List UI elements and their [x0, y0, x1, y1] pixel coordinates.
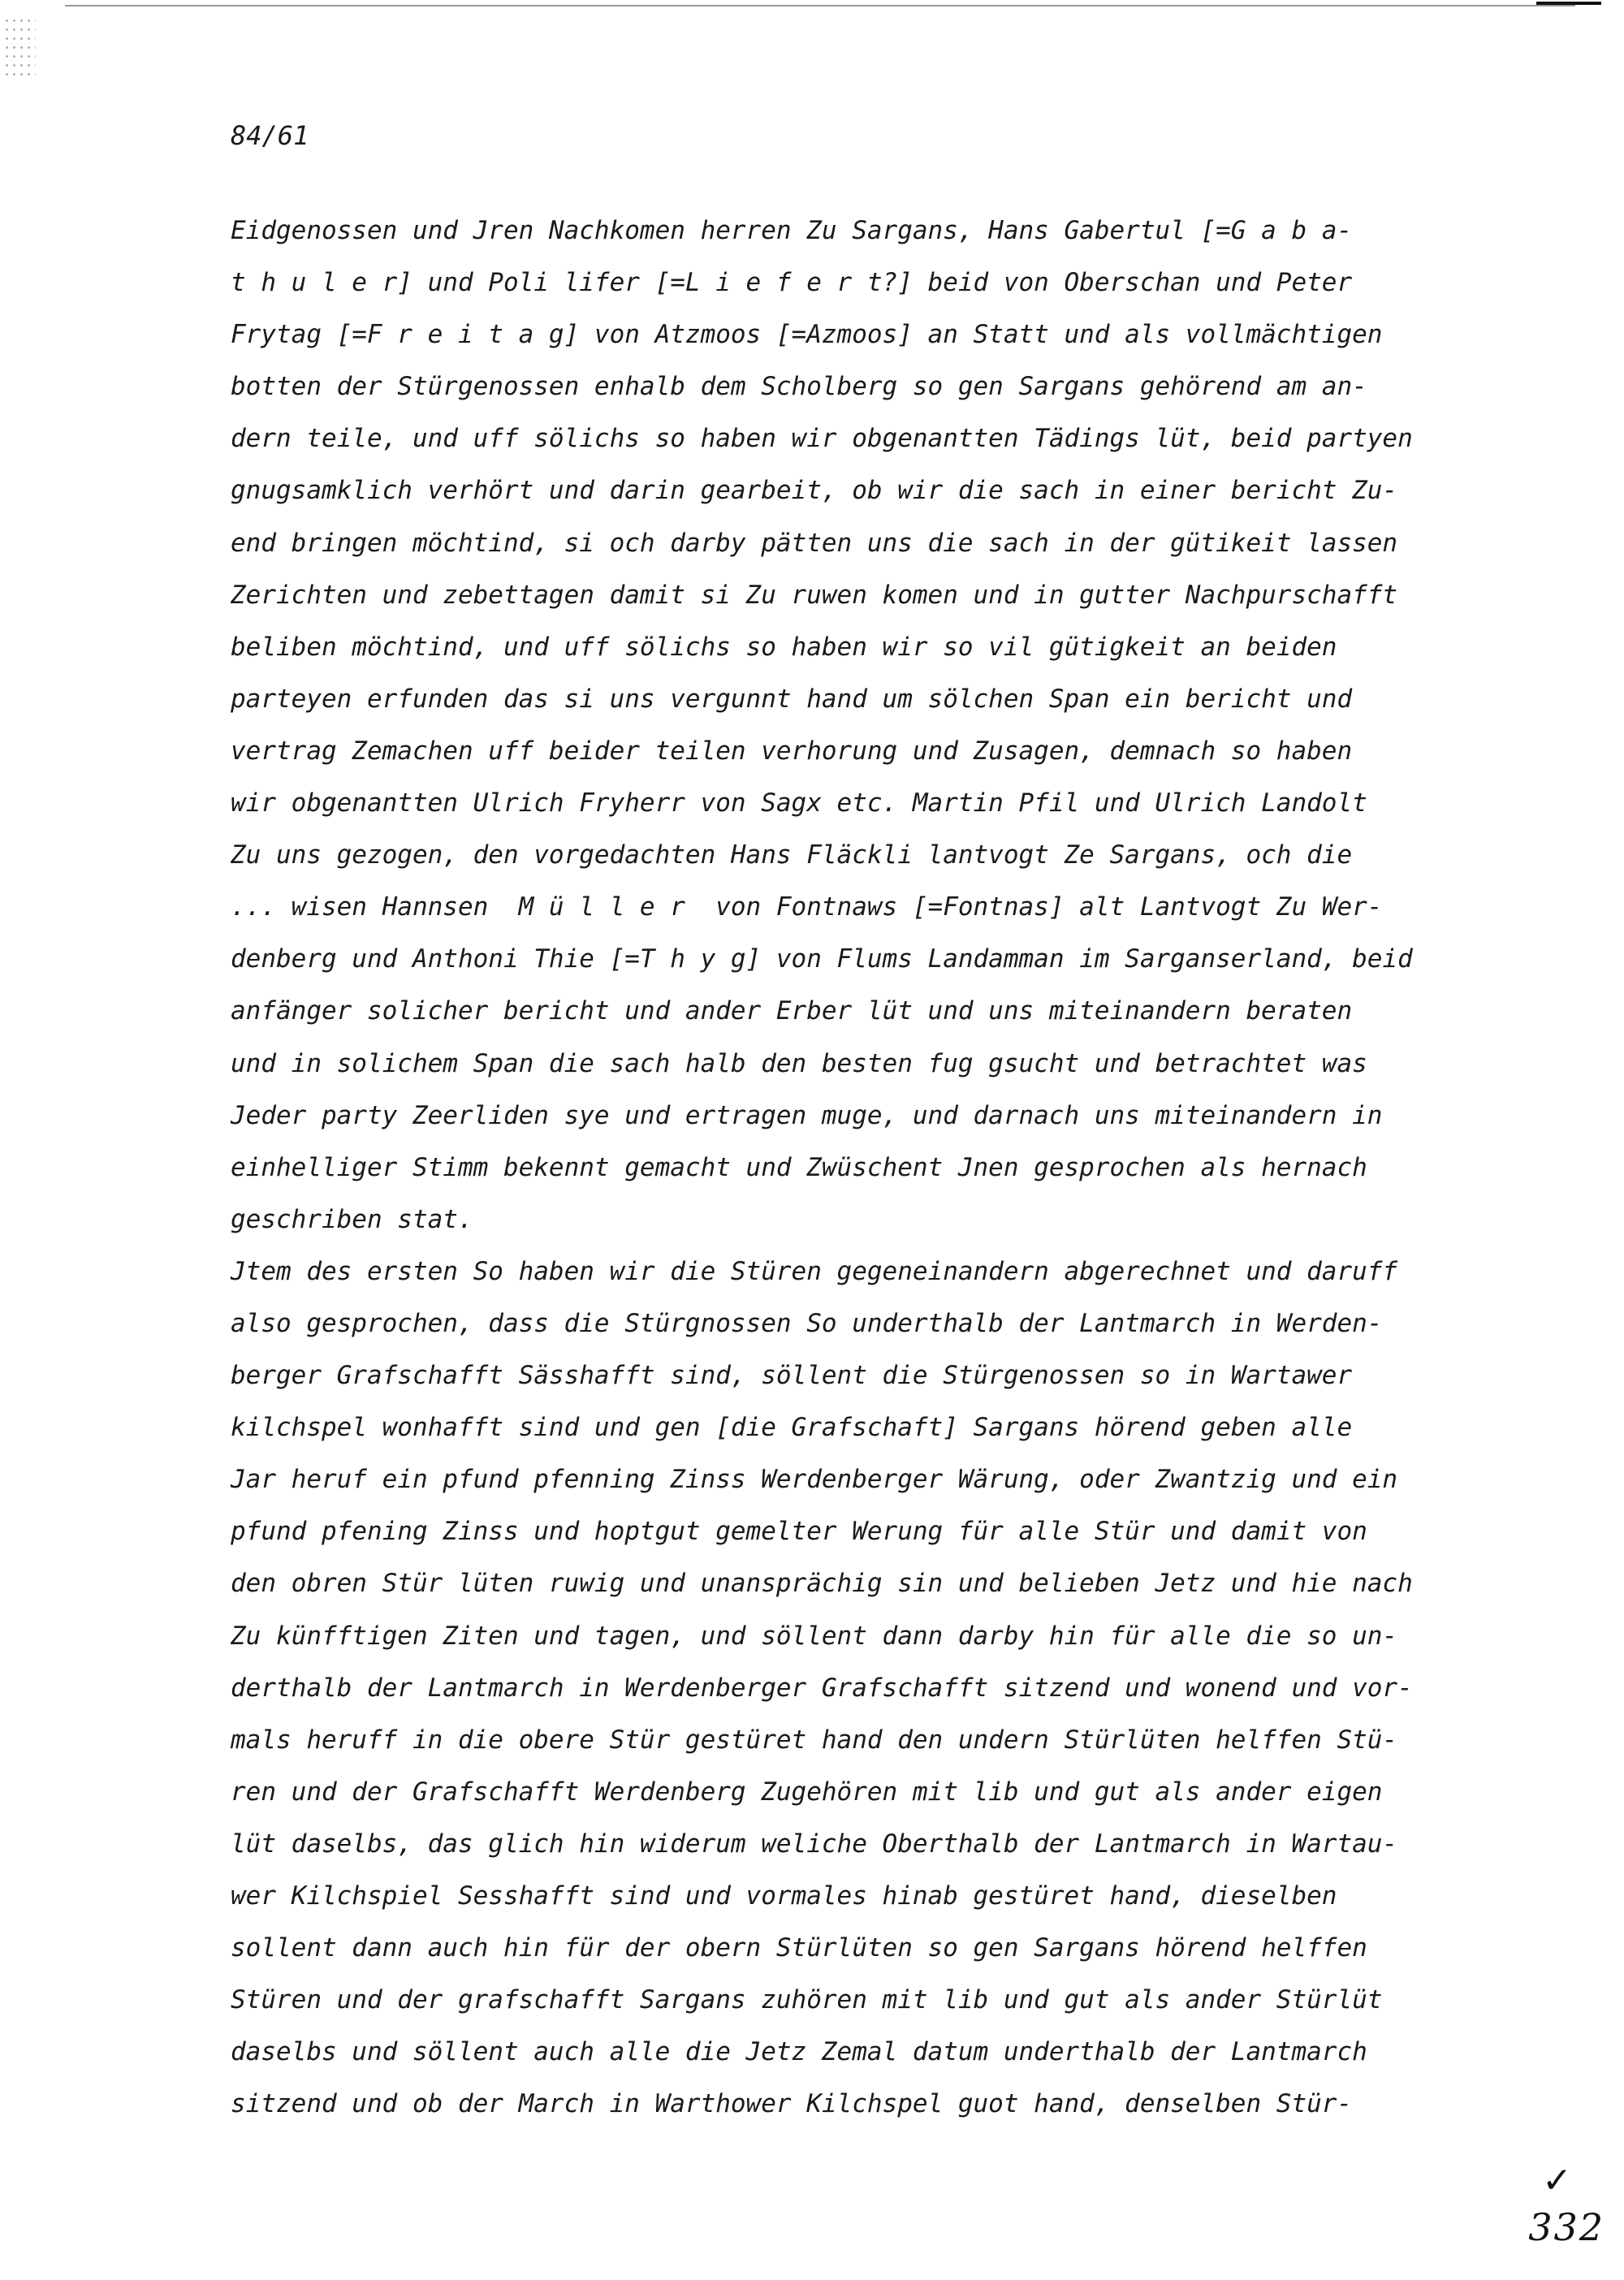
text-line: denberg und Anthoni Thie [=T h y g] von Flums Landamman im Sarganserland, beid	[231, 944, 1413, 974]
text-line: gnugsamklich verhört und darin gearbeit, ob wir die sach in einer bericht Zu-	[231, 476, 1398, 506]
text-line: berger Grafschafft Sässhafft sind, söllent die Stürgenossen so in Wartawer	[231, 1361, 1353, 1391]
archive-page-number: 332	[1528, 2205, 1605, 2249]
text-line: anfänger solicher bericht und ander Erber lüt und uns miteinandern beraten	[231, 996, 1353, 1026]
text-line: wir obgenantten Ulrich Fryherr von Sagx etc. Martin Pfil und Ulrich Landolt	[231, 788, 1367, 818]
text-line: den obren Stür lüten ruwig und unansprächig sin und belieben Jetz und hie nach	[231, 1569, 1413, 1599]
text-line: pfund pfening Zinss und hoptgut gemelter Werung für alle Stür und damit von	[231, 1517, 1367, 1547]
text-line: Jtem des ersten So haben wir die Stüren gegeneinandern abgerechnet und daruff	[231, 1256, 1398, 1286]
text-line: dern teile, und uff sölichs so haben wir obgenantten Tädings lüt, beid partyen	[231, 424, 1413, 454]
text-line: lüt daselbs, das glich hin widerum weliche Oberthalb der Lantmarch in Wartau-	[231, 1829, 1398, 1859]
text-line: daselbs und söllent auch alle die Jetz Zemal datum underthalb der Lantmarch	[231, 2037, 1367, 2067]
text-line: geschriben stat.	[231, 1204, 473, 1234]
check-mark: ✓	[1542, 2160, 1572, 2201]
text-line: mals heruff in die obere Stür gestüret hand den undern Stürlüten helffen Stü-	[231, 1725, 1398, 1755]
text-line: ... wisen Hannsen M ü l l e r von Fontnaws [=Fontnas] alt Lantvogt Zu Wer-	[231, 892, 1383, 922]
text-line: Jar heruf ein pfund pfenning Zinss Werdenberger Wärung, oder Zwantzig und ein	[231, 1465, 1398, 1495]
text-line: t h u l e r] und Poli lifer [=L i e f e r t?] beid von Oberschan und Peter	[231, 268, 1353, 298]
text-line: derthalb der Lantmarch in Werdenberger Grafschafft sitzend und wonend und vor-	[231, 1673, 1413, 1703]
text-line: und in solichem Span die sach halb den besten fug gsucht und betrachtet was	[231, 1048, 1367, 1078]
text-line: also gesprochen, dass die Stürgnossen So underthalb der Lantmarch in Werden-	[231, 1308, 1383, 1338]
text-line: wer Kilchspiel Sesshafft sind und vormales hinab gestüret hand, dieselben	[231, 1881, 1337, 1911]
text-line: end bringen möchtind, si och darby pätten uns die sach in der gütikeit lassen	[231, 528, 1398, 558]
text-line: Eidgenossen und Jren Nachkomen herren Zu Sargans, Hans Gabertul [=G a b a-	[231, 216, 1353, 245]
corner-mark	[1536, 2, 1601, 5]
text-line: Frytag [=F r e i t a g] von Atzmoos [=Azmoos] an Statt und als vollmächtigen	[231, 320, 1383, 350]
text-line: beliben möchtind, und uff sölichs so haben wir so vil gütigkeit an beiden	[231, 632, 1337, 662]
transcription-text	[231, 205, 1530, 2130]
text-line: parteyen erfunden das si uns vergunnt hand um sölchen Span ein bericht und	[231, 684, 1353, 714]
text-line: kilchspel wonhafft sind und gen [die Grafschaft] Sargans hörend geben alle	[231, 1413, 1353, 1443]
text-line: botten der Stürgenossen enhalb dem Scholberg so gen Sargans gehörend am an-	[231, 372, 1367, 402]
text-line: sitzend und ob der March in Warthower Kilchspel guot hand, denselben Stür-	[231, 2089, 1353, 2119]
text-line: Zu uns gezogen, den vorgedachten Hans Fläckli lantvogt Ze Sargans, och die	[231, 840, 1353, 870]
text-line: Zu künfftigen Ziten und tagen, und söllent dann darby hin für alle die so un-	[231, 1621, 1398, 1651]
text-line: vertrag Zemachen uff beider teilen verhorung und Zusagen, demnach so haben	[231, 736, 1353, 766]
text-line: Zerichten und zebettagen damit si Zu ruwen komen und in gutter Nachpurschafft	[231, 580, 1398, 610]
text-line: sollent dann auch hin für der obern Stürlüten so gen Sargans hörend helffen	[231, 1933, 1367, 1963]
text-line: Jeder party Zeerliden sye und ertragen muge, und darnach uns miteinandern in	[231, 1100, 1383, 1130]
scan-speckle	[3, 16, 36, 81]
page-number: 84/61	[231, 120, 309, 151]
top-edge-rule	[65, 5, 1575, 6]
text-line: ren und der Grafschafft Werdenberg Zugehören mit lib und gut als ander eigen	[231, 1777, 1383, 1807]
text-line: einhelliger Stimm bekennt gemacht und Zwüschent Jnen gesprochen als hernach	[231, 1152, 1367, 1182]
text-line: Stüren und der grafschafft Sargans zuhören mit lib und gut als ander Stürlüt	[231, 1985, 1383, 2015]
